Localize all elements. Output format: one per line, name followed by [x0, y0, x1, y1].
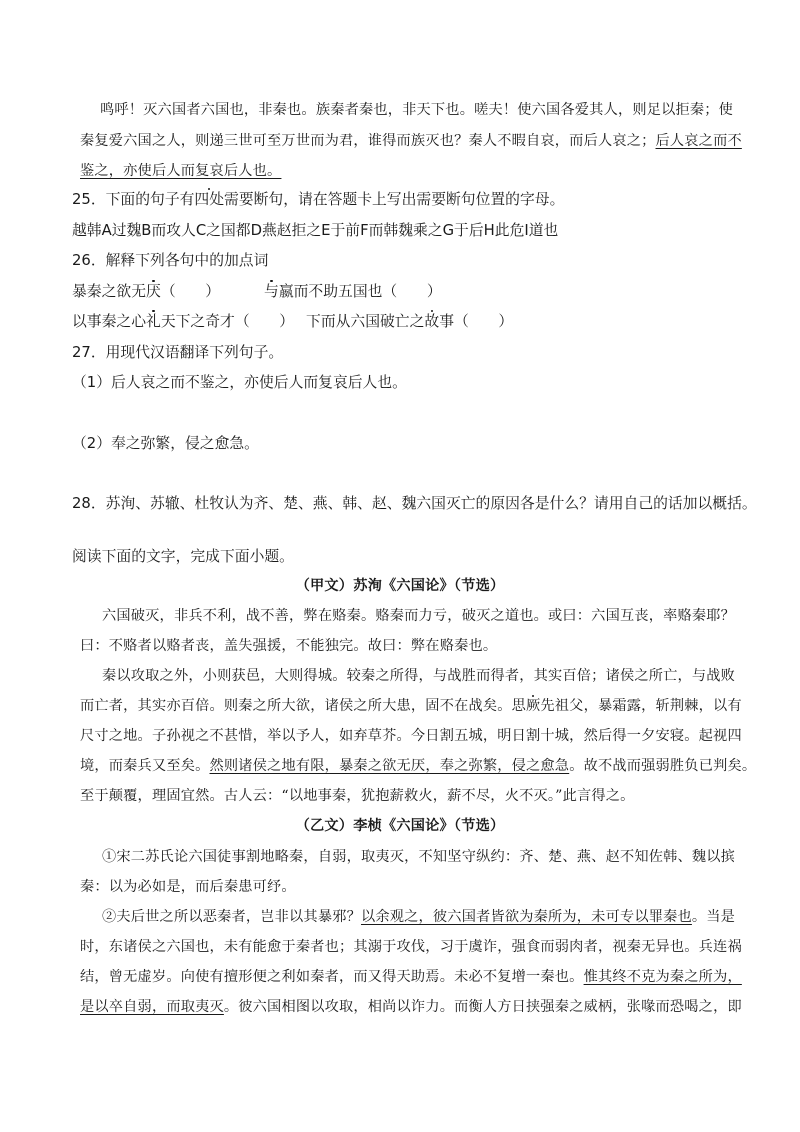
yi-p2-line-4 [0, 997, 800, 1017]
item-text: 天下之奇才 [160, 313, 235, 330]
intro-text: 阅读下面的文字，完成下面小题。 [72, 548, 294, 565]
answer-blank: （ ） [160, 283, 221, 300]
dotted-word: 四处 [194, 191, 225, 208]
yi-p2-line-3 [0, 967, 800, 987]
jia-p1-line-2 [0, 636, 800, 656]
title-label: （甲文） [295, 578, 354, 594]
dotted-word: 厌 [146, 283, 161, 300]
body-text: 。彼六国相图以攻取，相尚以诈力。而衡人方日挟强秦之威柄，张喙而恐喝之，即 [223, 999, 742, 1015]
item-text: 以事秦之心 [72, 313, 146, 330]
passage-line-2 [0, 131, 800, 151]
passage-line-3 [0, 161, 800, 181]
question-27-sentence-2 [0, 434, 800, 454]
dotted-word: 与 [264, 283, 279, 300]
title-text: 李桢《六国论》（节选） [353, 818, 505, 834]
sentence-text: 越韩A过魏B而攻人C之国都D燕赵拒之E于前F而韩魏乘之G于后H此危I道也 [72, 222, 559, 239]
body-text: 尺寸之地。子孙视之不甚惜，举以予人，如弃草芥。今日割五城，明日割十城，然后得一夕安寝。起视四 [80, 728, 742, 744]
answer-blank: （ ） [382, 283, 442, 300]
jia-title [0, 576, 800, 596]
underlined-text: 然则诸侯之地有限，暴秦之欲无厌，奉之弥繁，侵之愈急 [209, 758, 570, 774]
question-text: 需要断句，请在答题卡上写出需要断句位置的字母。 [224, 191, 565, 208]
yi-p2-line-2 [0, 937, 800, 957]
body-text: 结，曾无虚岁。向使有擅形便之利如秦者，而又得天助焉。未必不复增一秦也。 [80, 969, 584, 985]
body-text: 秦：以为必如是，而后秦患可纾。 [80, 879, 296, 895]
body-text: 而亡者，其实亦百倍。则秦之所大欲，诸侯之所大患，固不在战矣。思 [80, 698, 527, 714]
question-25-sentence [0, 221, 800, 241]
underlined-text: 惟其终不克为秦之所为， [583, 969, 742, 985]
question-text: 26．解释下列各句中的加点词 [72, 252, 269, 269]
title-text: 苏洵《六国论》（节选） [353, 578, 505, 594]
underlined-text: 以余观之，彼六国者皆欲为秦所为，未可专以罪秦也 [360, 909, 692, 925]
passage-underlined-text: 鉴之，亦使后人而复哀后人也。 [80, 163, 282, 179]
passage-line-1 [0, 100, 800, 120]
sentence-text: （1）后人哀之而不鉴之，亦使后人而复哀后人也。 [72, 374, 407, 391]
jia-p1-line-1 [0, 606, 800, 626]
question-26-row-2 [0, 312, 800, 332]
dotted-word: 礼 [146, 313, 161, 330]
passage-text: 秦复爱六国之人，则递三世可至万世而为君，谁得而族灭也？秦人不暇自哀，而后人哀之； [80, 133, 656, 149]
body-text: 至于颠覆，理固宜然。古人云：“以地事秦，犹抱薪救火，薪不尽，火不灭。”此言得之。 [80, 788, 635, 804]
item-text: 下而从六国破亡之 [306, 313, 425, 330]
question-text: 28．苏洵、苏辙、杜牧认为齐、楚、燕、韩、赵、魏六国灭亡的原因各是什么？请用自己的话加以概括。 [72, 495, 757, 512]
jia-p2-line-1 [0, 666, 800, 686]
title-label: （乙文） [295, 818, 354, 834]
question-28 [0, 494, 800, 514]
body-text: 时，东诸侯之六国也，未有能愈于秦者也；其溺于攻伐，习于虞诈，强食而弱肉者，视秦无异也。兵连祸 [80, 939, 742, 955]
reading-intro [0, 547, 800, 567]
body-text: ②夫后世之所以恶秦者，岂非以其暴邪？ [102, 909, 361, 925]
question-text: 27．用现代汉语翻译下列句子。 [72, 344, 284, 361]
question-26-row-1 [0, 282, 800, 302]
question-27-title [0, 343, 800, 363]
jia-p2-line-3 [0, 726, 800, 746]
sentence-text: （2）奉之弥繁，侵之愈急。 [72, 435, 259, 452]
body-text: 秦以攻取之外，小则获邑，大则得城。较秦之所得，与战胜而得者，其实百倍；诸侯之所亡，与战败 [102, 668, 736, 684]
item-text: 事 [439, 313, 455, 330]
yi-title [0, 816, 800, 836]
yi-p1-line-1 [0, 847, 800, 867]
dotted-word: 故 [424, 313, 440, 330]
body-text: 曰：不赂者以赂者丧，盖失强援，不能独完。故曰：弊在赂秦也。 [80, 638, 498, 654]
jia-p2-line-2 [0, 696, 800, 716]
item-text: 嬴而不助五国也 [278, 283, 383, 300]
body-text: 境，而秦兵又至矣。 [80, 758, 210, 774]
body-text: 。当是 [691, 909, 736, 925]
jia-p2-line-5 [0, 786, 800, 806]
question-text: 25．下面的句子有 [72, 191, 195, 208]
answer-blank: （ ） [234, 313, 295, 330]
item-text: 暴秦之欲无 [72, 283, 146, 300]
dotted-word: 厥 [526, 698, 541, 714]
body-text: 六国破灭，非兵不利，战不善，弊在赂秦。赂秦而力亏，破灭之道也。或曰：六国互丧，率赂秦耶？ [102, 608, 736, 624]
passage-text: 鸣呼！灭六国者六国也，非秦也。族秦者秦也，非天下也。嗟夫！使六国各爱其人，则足以拒秦；使 [100, 102, 734, 118]
question-27-sentence-1 [0, 373, 800, 393]
jia-p2-line-4 [0, 756, 800, 776]
underlined-text: 是以卒自弱，而取夷灭 [80, 999, 224, 1015]
yi-p1-line-2 [0, 877, 800, 897]
body-text: 先祖父，暴霜露，斩荆棘，以有 [540, 698, 742, 714]
body-text: ①宋二苏氏论六国徒事割地略秦，自弱，取夷灭，不知坚守纵约：齐、楚、燕、赵不知佐韩、魏以摈 [102, 849, 736, 865]
yi-p2-line-1 [0, 907, 800, 927]
question-25 [0, 190, 800, 210]
passage-underlined-text: 后人哀之而不 [655, 133, 742, 149]
answer-blank: （ ） [454, 313, 514, 330]
question-26-title [0, 251, 800, 271]
body-text: 。故不战而强弱胜负已判矣。 [569, 758, 757, 774]
